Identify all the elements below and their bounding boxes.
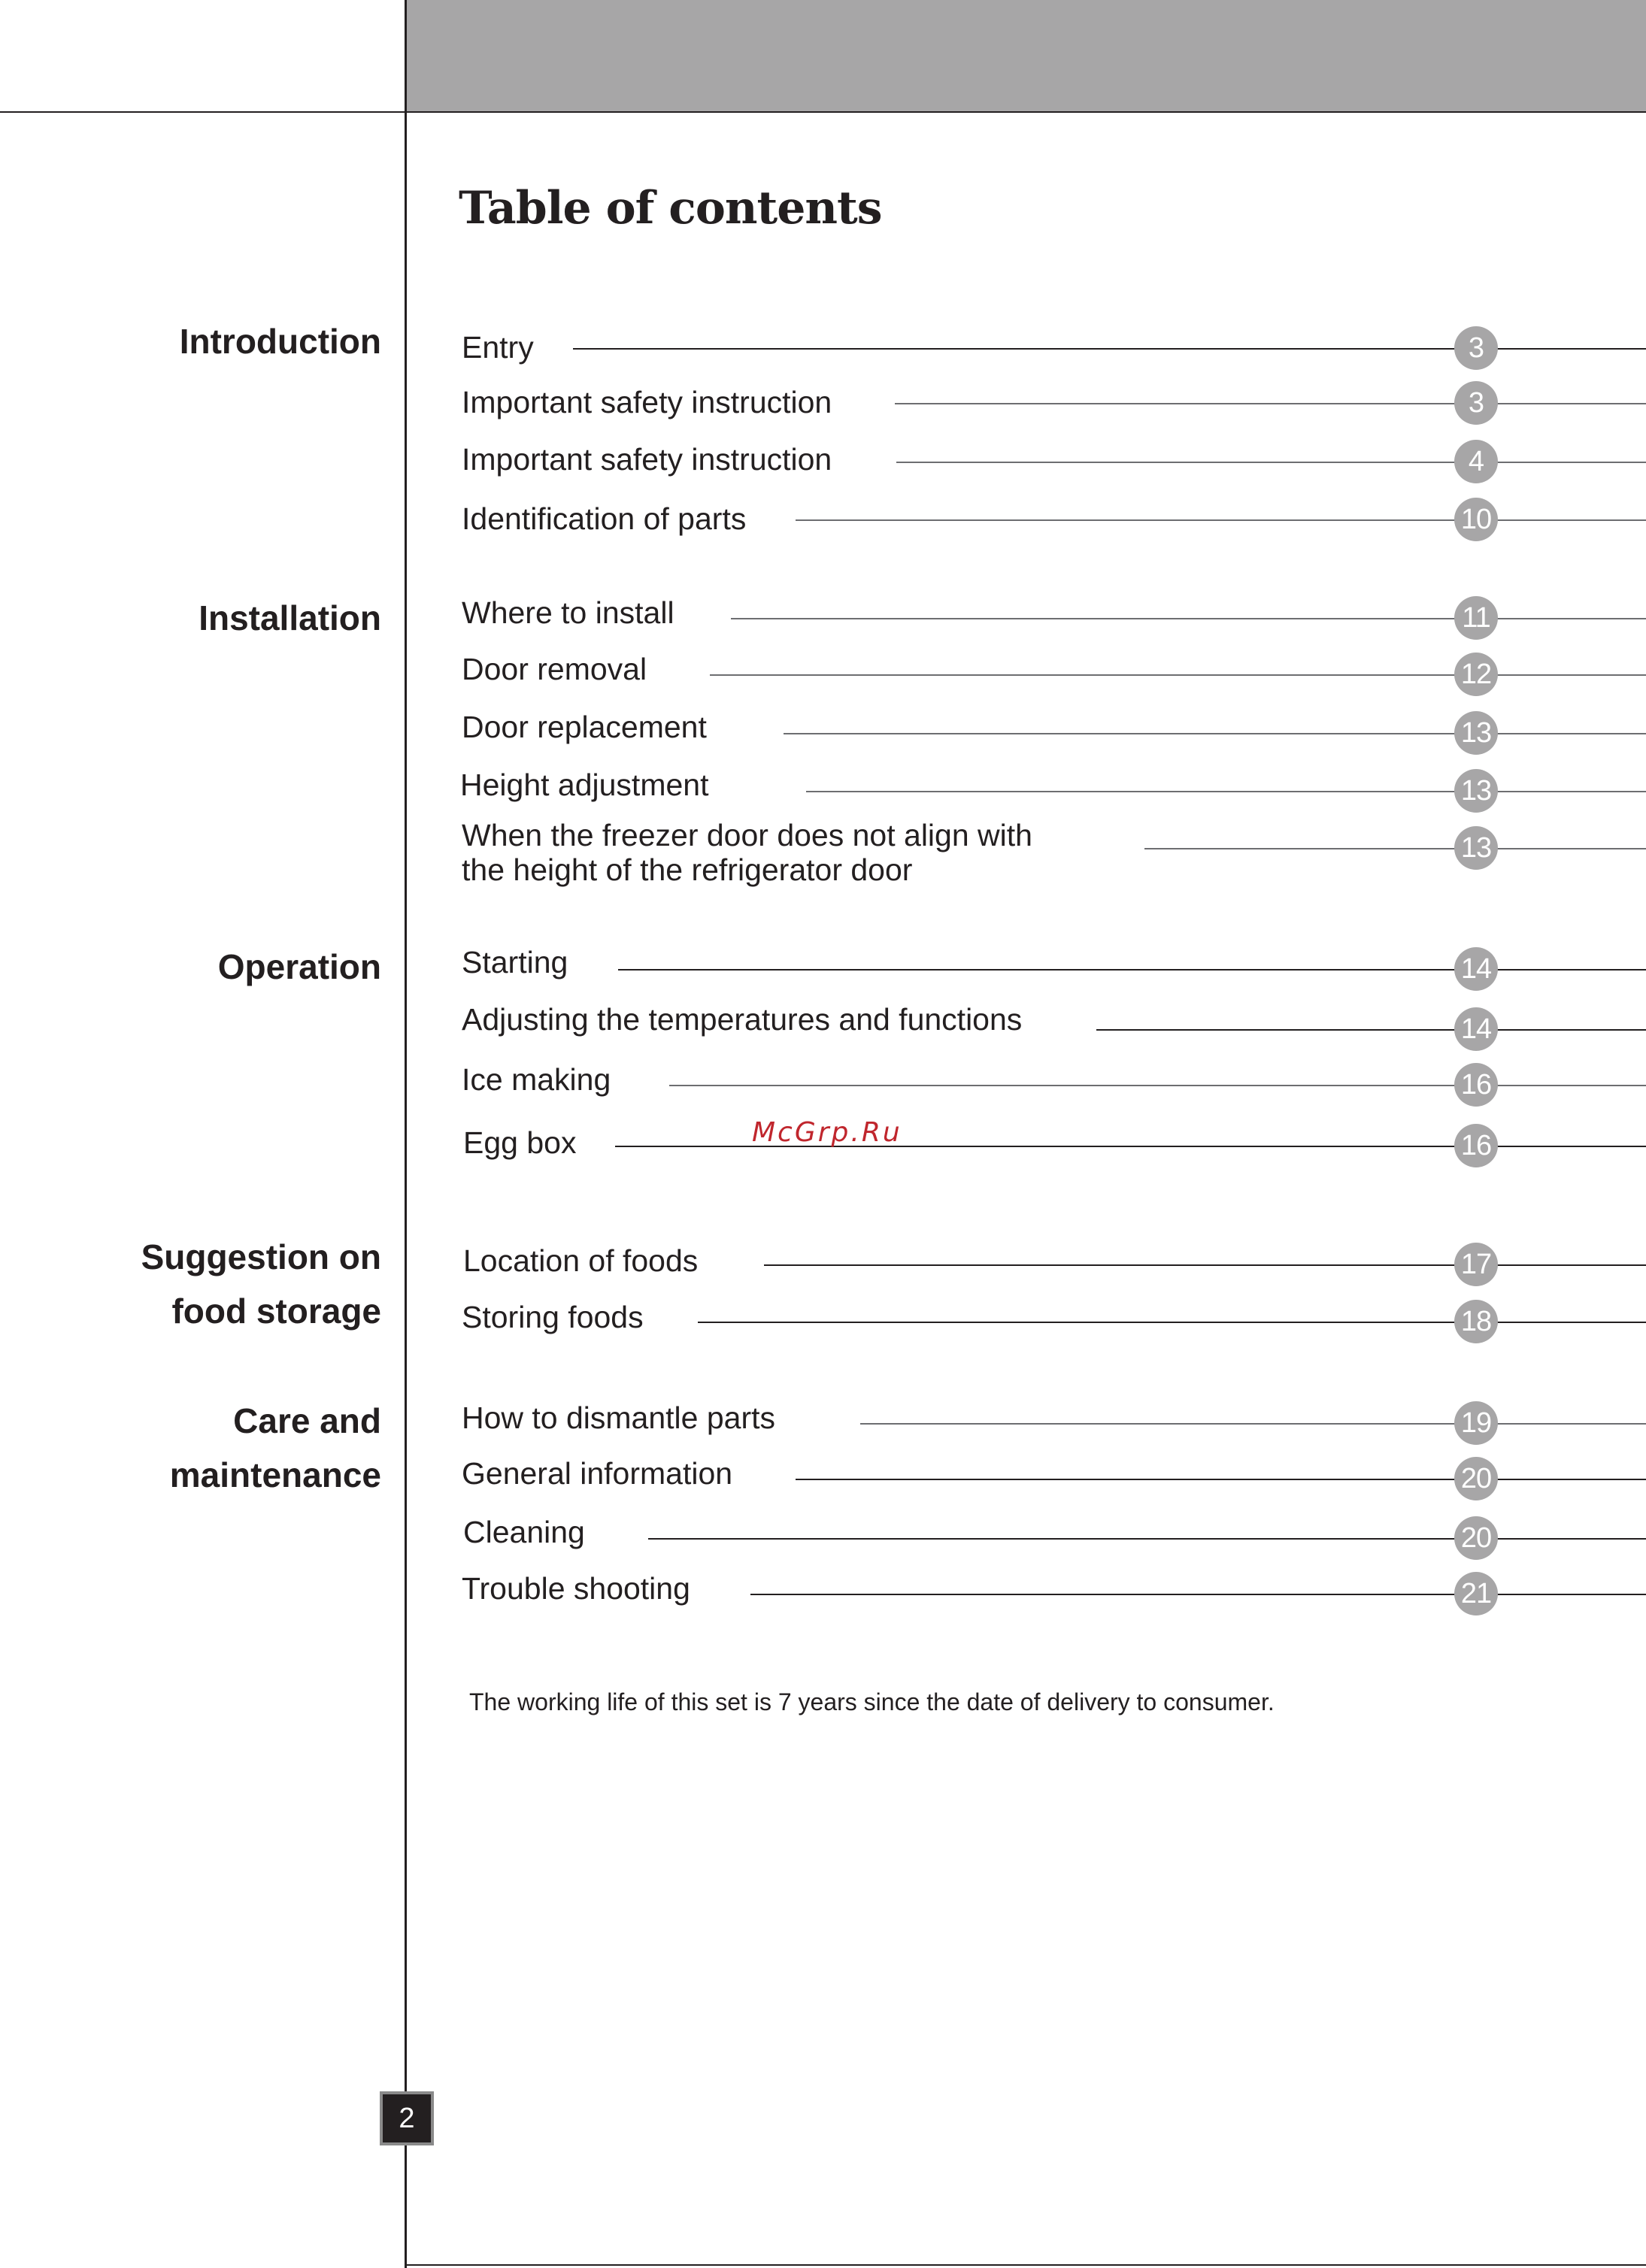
- toc-leader-line: [784, 733, 1646, 734]
- toc-entry-label: Storing foods: [462, 1300, 644, 1334]
- toc-page-badge: 13: [1454, 826, 1498, 870]
- toc-entry[interactable]: [0, 1234, 1646, 1294]
- toc-entry-label: Important safety instruction: [462, 385, 832, 419]
- toc-entry-label: Cleaning: [463, 1515, 585, 1549]
- toc-entry-label: Identification of parts: [462, 501, 747, 536]
- toc-page-badge: 17: [1454, 1243, 1498, 1286]
- toc-leader-line: [764, 1264, 1646, 1266]
- section-heading-operation: Operation: [217, 947, 381, 986]
- toc-entry-label: Trouble shooting: [462, 1571, 690, 1606]
- toc-entry[interactable]: [0, 373, 1646, 433]
- toc-entry[interactable]: [0, 489, 1646, 550]
- toc-page-badge: 19: [1454, 1401, 1498, 1445]
- toc-entry[interactable]: [0, 761, 1646, 821]
- toc-entry-label: Starting: [462, 945, 568, 980]
- toc-entry[interactable]: [0, 588, 1646, 648]
- toc-leader-line: [698, 1322, 1646, 1323]
- section-heading-introduction: Introduction: [179, 322, 381, 361]
- toc-leader-line: [669, 1085, 1646, 1086]
- toc-entry-label: Where to install: [462, 595, 674, 630]
- top-rule: [0, 111, 1646, 113]
- toc-entry[interactable]: [0, 939, 1646, 999]
- toc-entry[interactable]: [0, 1055, 1646, 1115]
- toc-entry-label: Important safety instruction: [462, 442, 832, 477]
- section-heading-care-maintenance: Care and maintenance: [169, 1401, 381, 1494]
- toc-entry-label: Adjusting the temperatures and functions: [462, 1002, 1023, 1037]
- toc-leader-line: [1144, 848, 1646, 849]
- toc-entry[interactable]: [0, 1449, 1646, 1509]
- toc-entry[interactable]: [0, 1393, 1646, 1453]
- toc-page-badge: 13: [1454, 769, 1498, 813]
- toc-page-badge: 16: [1454, 1063, 1498, 1107]
- toc-entry[interactable]: [0, 430, 1646, 490]
- toc-entry-label: Ice making: [462, 1062, 611, 1097]
- toc-entry[interactable]: [0, 318, 1646, 378]
- toc-page-badge: 11: [1454, 596, 1498, 640]
- toc-entry-label: Egg box: [463, 1125, 577, 1160]
- toc-entry-label: Door replacement: [462, 710, 707, 744]
- toc-page-badge: 18: [1454, 1300, 1498, 1343]
- toc-leader-line: [731, 618, 1646, 619]
- toc-entry[interactable]: [0, 999, 1646, 1059]
- toc-leader-line: [896, 462, 1646, 463]
- toc-entry[interactable]: [0, 1291, 1646, 1352]
- toc-entry-label: Entry: [462, 330, 534, 365]
- toc-entry[interactable]: [0, 1508, 1646, 1568]
- toc-entry-label: General information: [462, 1456, 733, 1491]
- toc-leader-line: [796, 519, 1646, 521]
- toc-entry[interactable]: [0, 1564, 1646, 1624]
- toc-entry-label: Door removal: [462, 652, 647, 686]
- toc-entry-label: When the freezer door does not align with the height of the refrigerator door: [462, 818, 1032, 887]
- header-band: [406, 0, 1646, 111]
- toc-page-badge: 16: [1454, 1124, 1498, 1167]
- toc-page-badge: 21: [1454, 1572, 1498, 1615]
- toc-leader-line: [710, 674, 1646, 676]
- page-title: Table of contents: [459, 182, 882, 235]
- toc-entry-label: How to dismantle parts: [462, 1400, 776, 1435]
- toc-page-badge: 20: [1454, 1516, 1498, 1560]
- section-heading-food-storage: Suggestion on food storage: [141, 1237, 381, 1331]
- toc-page-badge: 3: [1454, 381, 1498, 425]
- working-life-note: The working life of this set is 7 years since the date of delivery to consumer.: [469, 1688, 1275, 1715]
- toc-entry-label: Height adjustment: [460, 768, 709, 802]
- toc-entry[interactable]: [0, 703, 1646, 763]
- toc-page-badge: 14: [1454, 947, 1498, 991]
- toc-leader-line: [895, 403, 1646, 404]
- toc-page-badge: 14: [1454, 1007, 1498, 1051]
- watermark: McGrp.Ru: [752, 1117, 902, 1148]
- toc-leader-line: [1096, 1029, 1646, 1031]
- toc-page-badge: 12: [1454, 653, 1498, 696]
- toc-page-badge: 3: [1454, 326, 1498, 370]
- toc-leader-line: [860, 1423, 1646, 1425]
- section-heading-installation: Installation: [199, 598, 381, 637]
- toc-leader-line: [796, 1479, 1646, 1480]
- toc-page-badge: 20: [1454, 1457, 1498, 1500]
- toc-page-badge: 4: [1454, 440, 1498, 483]
- toc-page-badge: 13: [1454, 711, 1498, 755]
- toc-leader-line: [750, 1594, 1646, 1595]
- toc-entry[interactable]: [0, 644, 1646, 704]
- page-number: 2: [380, 2091, 434, 2145]
- toc-entry[interactable]: [0, 818, 1646, 893]
- toc-leader-line: [806, 791, 1646, 792]
- toc-entry-label: Location of foods: [463, 1243, 699, 1278]
- bottom-rule: [406, 2264, 1646, 2266]
- toc-page-badge: 10: [1454, 498, 1498, 541]
